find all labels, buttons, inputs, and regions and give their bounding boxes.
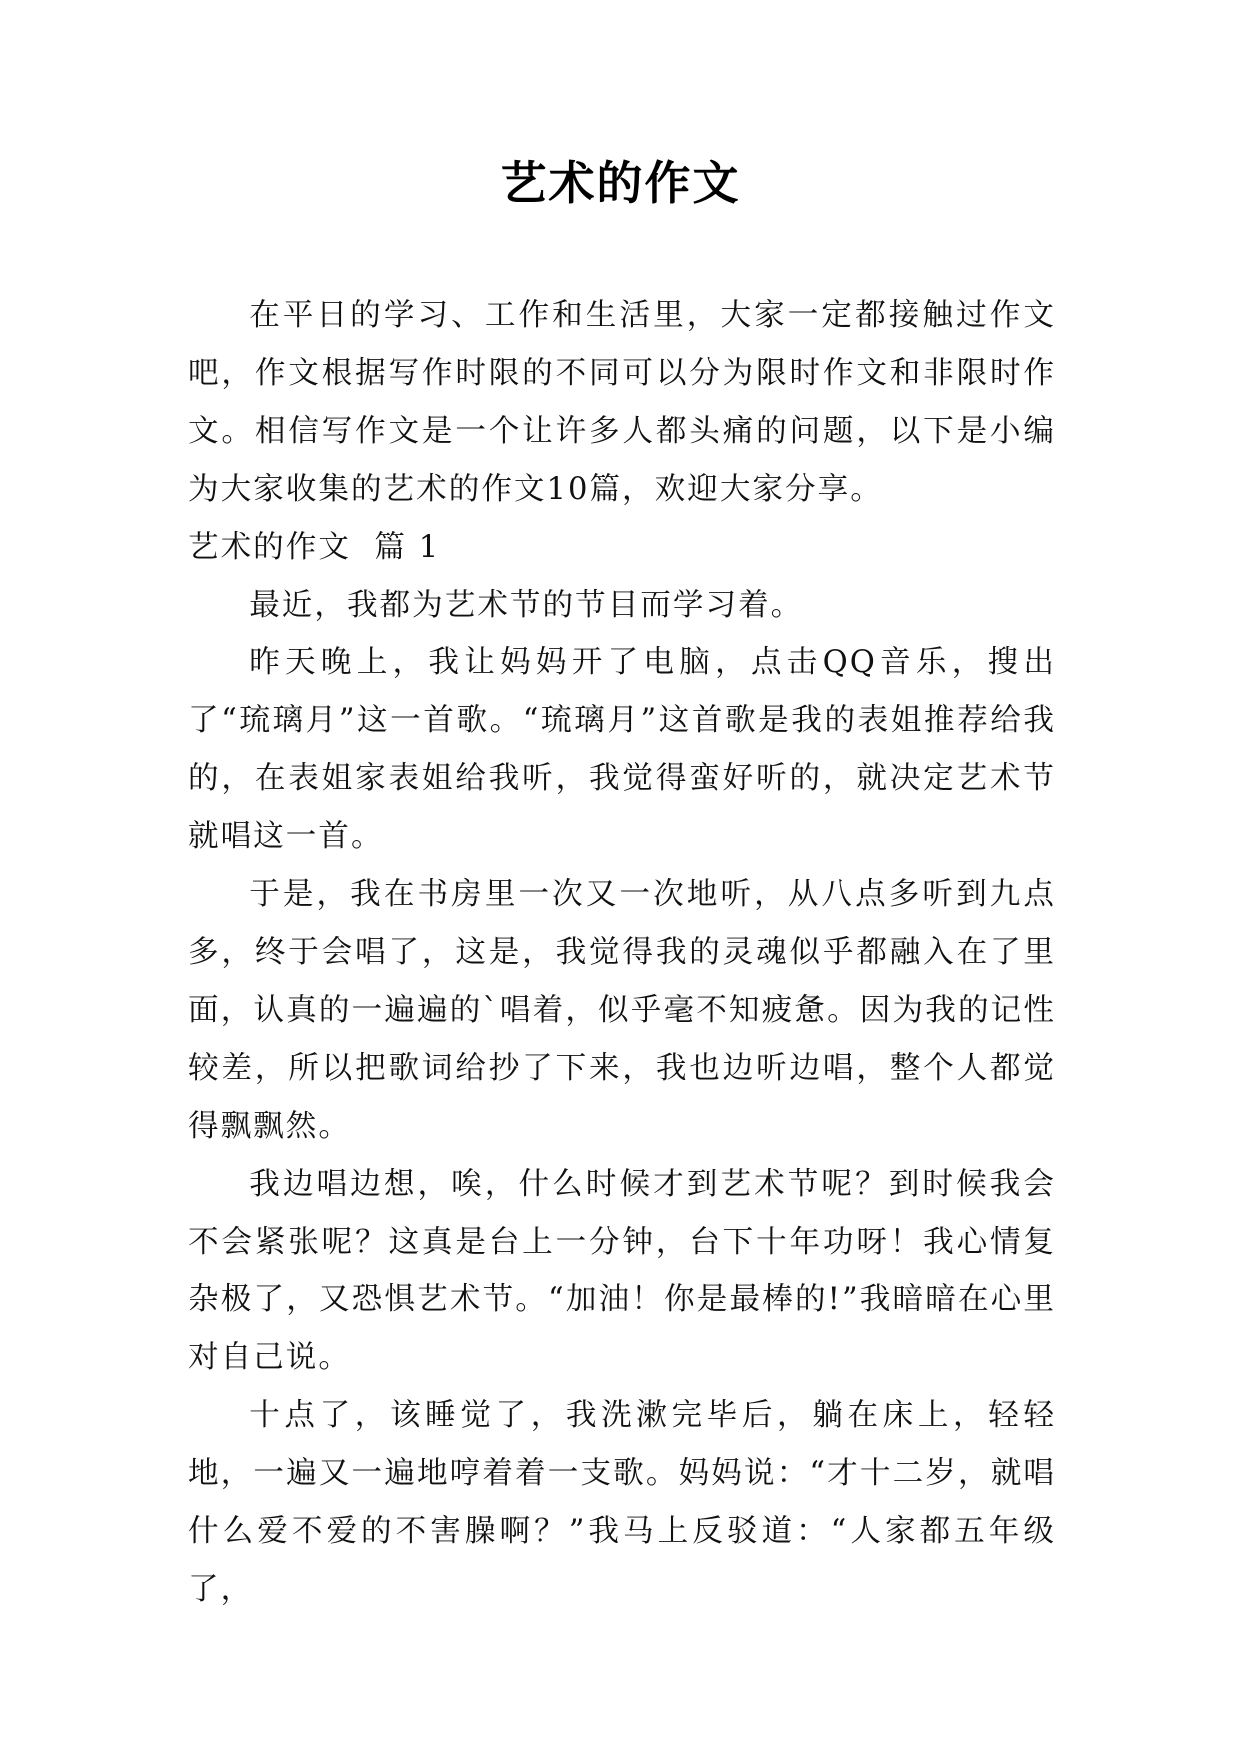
document-title: 艺术的作文	[500, 156, 741, 210]
body-paragraph-2: 昨天晚上，我让妈妈开了电脑，点击QQ音乐，搜出了“琉璃月”这一首歌。“琉璃月”这首歌是我的表姐推荐给我的，在表姐家表姐给我听，我觉得蛮好听的，就决定艺术节就唱这一首。	[188, 645, 1056, 855]
section-heading: 艺术的作文 篇 1	[188, 529, 441, 565]
body-paragraph-1: 最近，我都为艺术节的节目而学习着。	[249, 587, 804, 623]
body-paragraph-3: 于是，我在书房里一次又一次地听，从八点多听到九点多，终于会唱了，这是，我觉得我的灵魂似乎都融入在了里面，认真的一遍遍的`唱着，似乎毫不知疲惫。因为我的记性较差，所以把歌词给抄了下来，我也边听边唱，整个人都觉得飘飘然。	[188, 877, 1056, 1144]
body-paragraph-5: 十点了，该睡觉了，我洗漱完毕后，躺在床上，轻轻地，一遍又一遍地哼着着一支歌。妈妈说：“才十二岁，就唱什么爱不爱的不害臊啊？”我马上反驳道：“人家都五年级了，	[188, 1398, 1056, 1607]
intro-paragraph: 在平日的学习、工作和生活里，大家一定都接触过作文吧，作文根据写作时限的不同可以分为限时作文和非限时作文。相信写作文是一个让许多人都头痛的问题，以下是小编为大家收集的艺术的作文10篇，欢迎大家分享。	[188, 298, 1056, 507]
body-paragraph-4: 我边唱边想，唉，什么时候才到艺术节呢？到时候我会不会紧张呢？这真是台上一分钟，台下十年功呀！我心情复杂极了，又恐惧艺术节。“加油！你是最棒的!”我暗暗在心里对自己说。	[188, 1166, 1056, 1376]
document-body	[188, 287, 1056, 1619]
